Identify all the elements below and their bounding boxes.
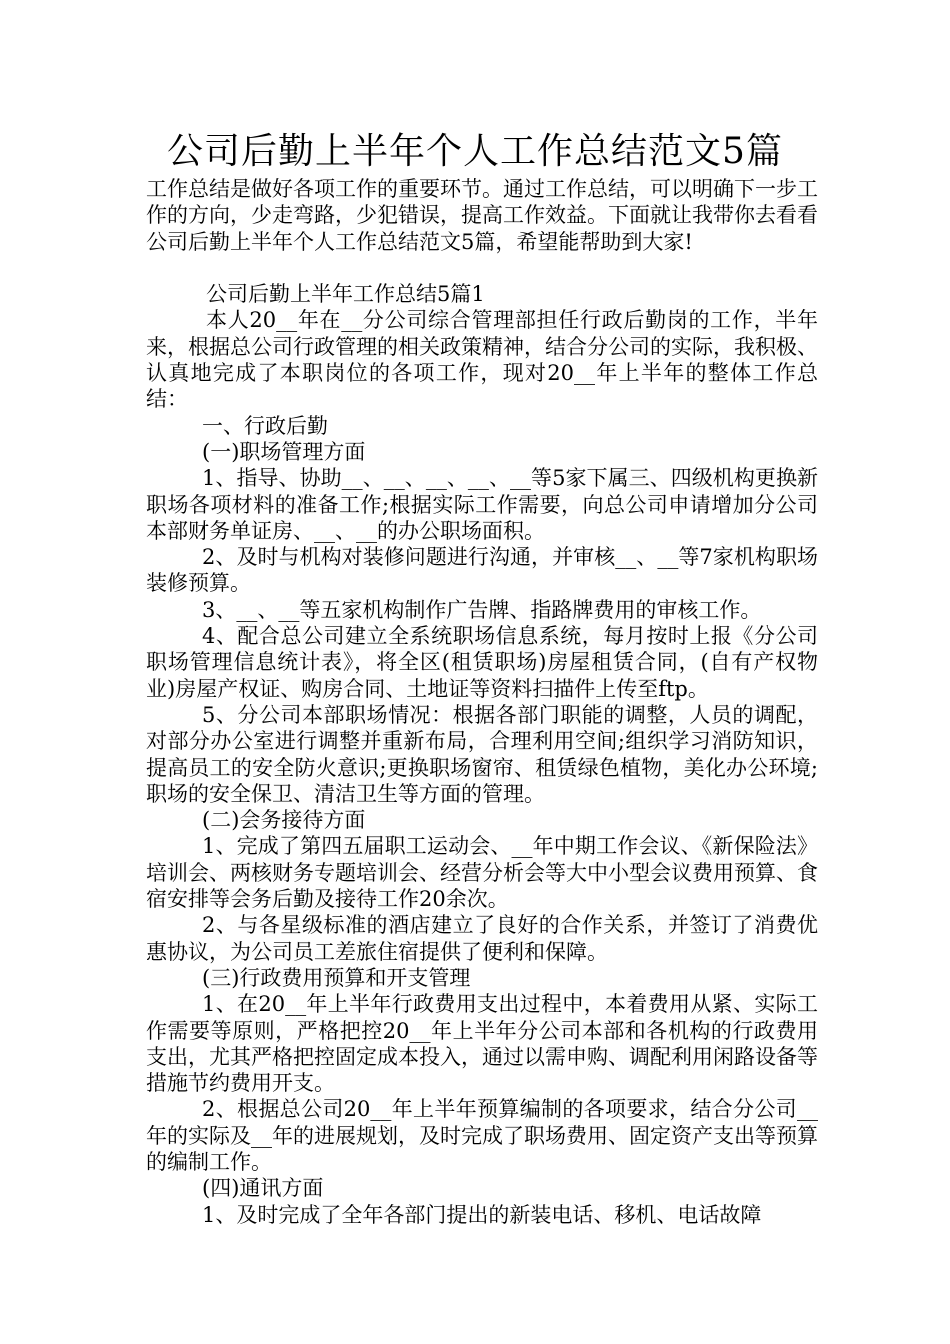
body-paragraph: 3、__、__等五家机构制作广告牌、指路牌费用的审核工作。 bbox=[202, 597, 762, 622]
body-paragraph: 1、在20__年上半年行政费用支出过程中，本着费用从紧、实际工作需要等原则，严格把控20__年上半年分公司本部和各机构的行政费用支出，尤其严格把控固定成本投入，通过以需申购、调配利用闲路设备等措施节约费用开支。 bbox=[146, 992, 818, 1096]
body-paragraph: 5、分公司本部职场情况：根据各部门职能的调整，人员的调配，对部分办公室进行调整并重新布局，合理利用空间;组织学习消防知识，提高员工的安全防火意识;更换职场窗帘、租赁绿色植物，美化办公环境;职场的安全保卫、清洁卫生等方面的管理。 bbox=[146, 702, 818, 806]
subsection-heading: (二)会务接待方面 bbox=[202, 808, 366, 833]
subsection-heading: (三)行政费用预算和开支管理 bbox=[202, 965, 471, 990]
body-paragraph: 2、与各星级标准的酒店建立了良好的合作关系，并签订了消费优惠协议，为公司员工差旅住宿提供了便利和保障。 bbox=[146, 913, 818, 964]
document-body bbox=[146, 176, 818, 1228]
body-paragraph: 2、及时与机构对装修问题进行沟通，并审核__、__等7家机构职场装修预算。 bbox=[146, 545, 818, 596]
body-paragraph: 1、及时完成了全年各部门提出的新装电话、移机、电话故障 bbox=[202, 1202, 762, 1227]
section-heading: 一、行政后勤 bbox=[202, 413, 328, 438]
body-paragraph: 1、完成了第四五届职工运动会、__年中期工作会议、《新保险法》培训会、两核财务专题培训会、经营分析会等大中小型会议费用预算、食宿安排等会务后勤及接待工作20余次。 bbox=[146, 834, 818, 912]
document-title: 公司后勤上半年个人工作总结范文5篇 bbox=[167, 131, 783, 172]
subsection-heading: (四)通讯方面 bbox=[202, 1176, 324, 1201]
body-paragraph: 1、指导、协助__、__、__、__、__等5家下属三、四级机构更换新职场各项材料的准备工作;根据实际工作需要，向总公司申请增加分公司本部财务单证房、__、__的办公职场面积。 bbox=[146, 466, 818, 543]
subsection-heading: (一)职场管理方面 bbox=[202, 439, 366, 464]
body-paragraph: 2、根据总公司20__年上半年预算编制的各项要求，结合分公司__年的实际及__年的进展规划，及时完成了职场费用、固定资产支出等预算的编制工作。 bbox=[146, 1097, 818, 1174]
section-heading: 公司后勤上半年工作总结5篇1 bbox=[206, 282, 485, 307]
intro-paragraph: 工作总结是做好各项工作的重要环节。通过工作总结，可以明确下一步工作的方向，少走弯路，少犯错误，提高工作效益。下面就让我带你去看看公司后勤上半年个人工作总结范文5篇，希望能帮助到大家! bbox=[146, 177, 818, 254]
body-paragraph: 4、配合总公司建立全系统职场信息系统，每月按时上报《分公司职场管理信息统计表》，将全区(租赁职场)房屋租赁合同，(自有产权物业)房屋产权证、购房合同、土地证等资料扫描件上传至ftp。 bbox=[146, 624, 818, 701]
body-paragraph: 本人20__年在__分公司综合管理部担任行政后勤岗的工作，半年来，根据总公司行政管理的相关政策精神，结合分公司的实际，我积极、认真地完成了本职岗位的各项工作，现对20__年上半年的整体工作总结： bbox=[146, 308, 818, 412]
